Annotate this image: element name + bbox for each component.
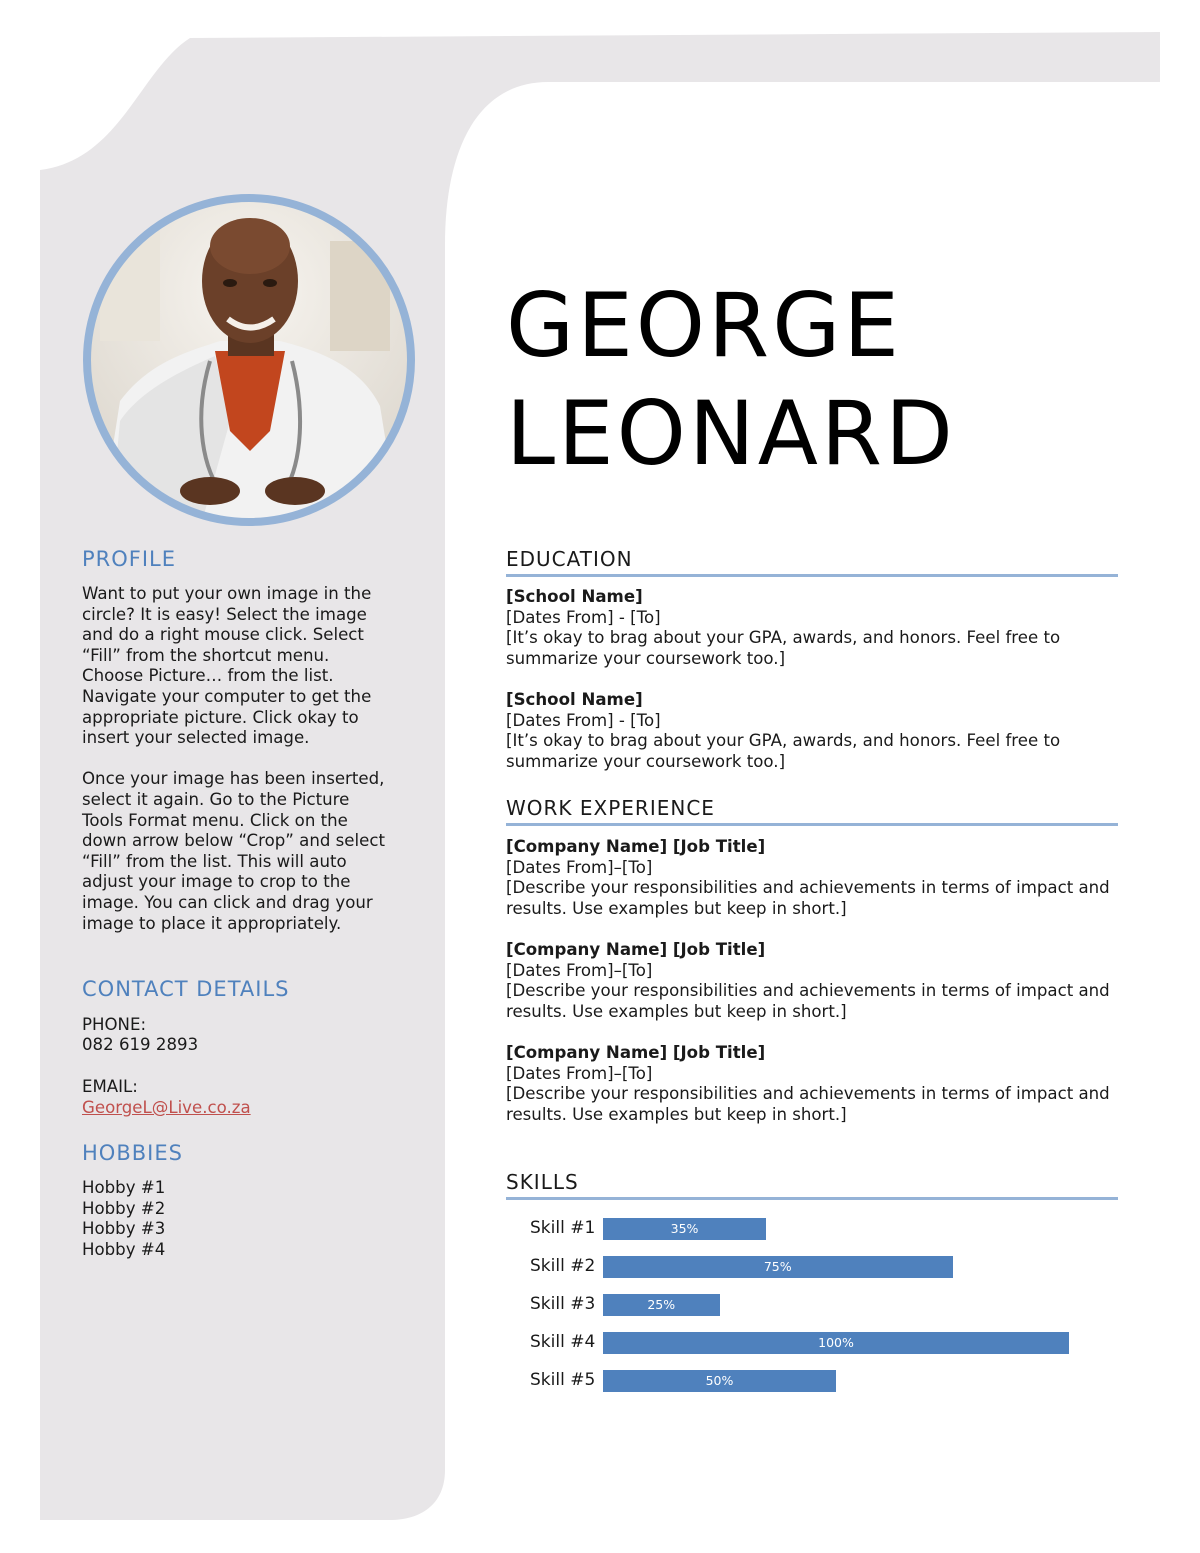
skill-label: Skill #5: [530, 1370, 596, 1390]
education-entry: [506, 587, 1118, 670]
profile-heading: PROFILE: [82, 547, 177, 571]
hobby-item: Hobby #1: [82, 1178, 166, 1197]
skill-bar: 35%: [603, 1218, 766, 1240]
skill-label: Skill #3: [530, 1294, 596, 1314]
email-link[interactable]: GeorgeL@Live.co.za: [82, 1098, 251, 1117]
hobby-item: Hobby #4: [82, 1240, 166, 1259]
job-title: [Company Name] [Job Title]: [506, 940, 766, 959]
phone-label: PHONE:: [82, 1015, 147, 1034]
school-description: [It’s okay to brag about your GPA, awards, and honors. Feel free to summarize your coursework too.]: [506, 628, 1061, 669]
job-title: [Company Name] [Job Title]: [506, 837, 766, 856]
skill-label: Skill #4: [530, 1332, 596, 1352]
email-label: EMAIL:: [82, 1077, 138, 1096]
hobbies-heading: HOBBIES: [82, 1141, 183, 1165]
job-dates: [Dates From]–[To]: [506, 960, 653, 980]
full-name: [506, 272, 956, 488]
skills-heading: SKILLS: [506, 1170, 1118, 1200]
job-title: [Company Name] [Job Title]: [506, 1043, 766, 1062]
school-name: [School Name]: [506, 587, 643, 606]
skill-bar: 100%: [603, 1332, 1069, 1354]
phone-value: 082 619 2893: [82, 1035, 199, 1054]
skill-bar: 25%: [603, 1294, 720, 1316]
skill-bar: 75%: [603, 1256, 953, 1278]
work-entry: [506, 940, 1118, 1023]
hobby-item: Hobby #2: [82, 1199, 166, 1218]
education-heading: EDUCATION: [506, 547, 1118, 577]
education-entry: [506, 690, 1118, 773]
school-dates: [Dates From] - [To]: [506, 607, 661, 627]
job-dates: [Dates From]–[To]: [506, 857, 653, 877]
job-dates: [Dates From]–[To]: [506, 1063, 653, 1083]
first-name: GEORGE: [506, 274, 902, 377]
skill-label: Skill #1: [530, 1218, 596, 1238]
work-heading: WORK EXPERIENCE: [506, 796, 1118, 826]
work-entry: [506, 1043, 1118, 1126]
job-description: [Describe your responsibilities and achievements in terms of impact and results. Use examples but keep in short.]: [506, 1084, 1110, 1125]
job-description: [Describe your responsibilities and achievements in terms of impact and results. Use examples but keep in short.]: [506, 878, 1110, 919]
contact-heading: CONTACT DETAILS: [82, 977, 290, 1001]
hobby-item: Hobby #3: [82, 1219, 166, 1238]
work-entry: [506, 837, 1118, 920]
job-description: [Describe your responsibilities and achievements in terms of impact and results. Use examples but keep in short.]: [506, 981, 1110, 1022]
last-name: LEONARD: [506, 382, 956, 485]
profile-text: Want to put your own image in the circle? It is easy! Select the image and do a right mouse click. Select “Fill” from the shortcut menu. Choose Picture… from the list. Navigate your computer to get the appropriate picture. Click okay to insert your selected image. Once your image has been inserted, select it again. Go to the Picture Tools Format menu. Click on the down arrow below “Crop” and select “Fill” from the list. This will auto adjust your image to crop to the image. You can click and drag your image to place it appropriately.: [82, 584, 385, 933]
school-description: [It’s okay to brag about your GPA, awards, and honors. Feel free to summarize your coursework too.]: [506, 731, 1061, 772]
skill-bar: 50%: [603, 1370, 836, 1392]
skill-label: Skill #2: [530, 1256, 596, 1276]
profile-photo: [80, 191, 418, 529]
school-dates: [Dates From] - [To]: [506, 710, 661, 730]
school-name: [School Name]: [506, 690, 643, 709]
